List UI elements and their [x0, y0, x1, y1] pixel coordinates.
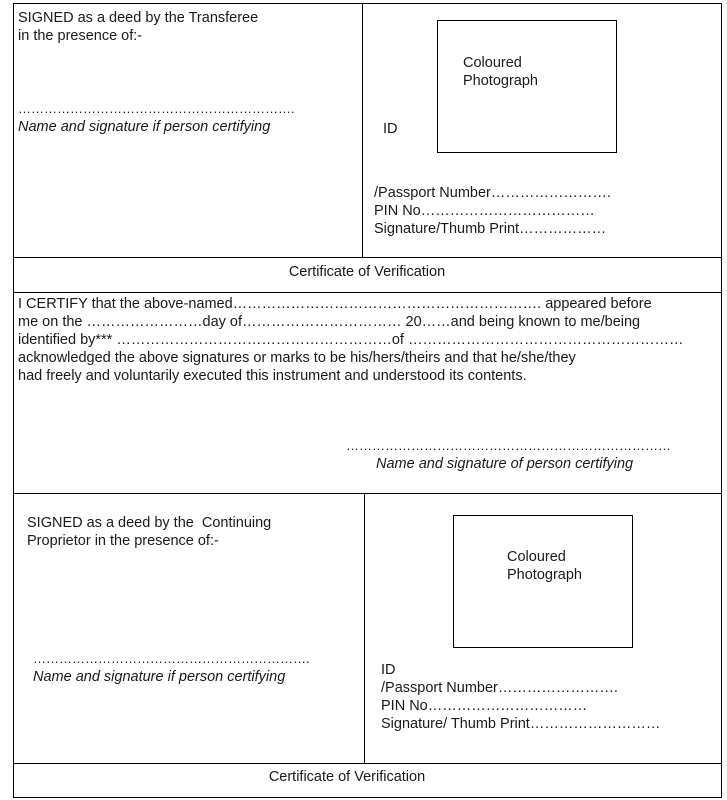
- proprietor-witness-caption: Name and signature if person certifying: [33, 669, 286, 685]
- border-left-bottom: [13, 493, 14, 797]
- verification-line-1: I CERTIFY that the above-named………………………………………………………. appeared before: [18, 296, 652, 312]
- transferee-heading-line1: SIGNED as a deed by the Transferee: [18, 10, 259, 26]
- border-top: [13, 3, 722, 4]
- proprietor-photo-label-line2: Photograph: [507, 567, 582, 583]
- verification-title-1: Certificate of Verification: [288, 264, 446, 280]
- verification-title-2: Certificate of Verification: [268, 769, 426, 785]
- border-right-bottom: [721, 493, 722, 797]
- border-left-top: [13, 3, 14, 257]
- transferee-pin: PIN No………………………………: [374, 203, 595, 219]
- transferee-heading-line2: in the presence of:-: [18, 28, 143, 44]
- verification-line-3: identified by*** …………………………………………………of …………………………………………………: [18, 332, 684, 348]
- proprietor-photo-label-line1: Coloured: [507, 549, 566, 565]
- verification-line-4: acknowledged the above signatures or marks to be his/hers/theirs and that he/she/they: [18, 350, 576, 366]
- border-verif1-title-bottom: [13, 292, 722, 293]
- transferee-witness-caption: Name and signature if person certifying: [18, 119, 271, 135]
- transferee-photo-label-line2: Photograph: [463, 73, 538, 89]
- border-verif1-top: [13, 257, 722, 258]
- border-bottom: [13, 797, 722, 798]
- certifier-dots: …………………………………………………………………: [346, 438, 671, 453]
- proprietor-heading-line2: Proprietor in the presence of:-: [27, 533, 219, 549]
- border-right-top: [721, 3, 722, 257]
- transferee-id-label: ID: [383, 121, 398, 137]
- border-verif1-bottom: [13, 493, 722, 494]
- proprietor-signature: Signature/ Thumb Print………………………: [381, 716, 661, 732]
- proprietor-passport: /Passport Number…………………….: [381, 680, 618, 696]
- proprietor-witness-dots: ……………………………………………………….: [33, 651, 310, 666]
- verification-line-2: me on the ……………………day of…………………………… 20……and being known to me/being: [18, 314, 641, 330]
- transferee-photo-label-line1: Coloured: [463, 55, 522, 71]
- border-verif2-top: [13, 763, 722, 764]
- divider-top-middle: [362, 3, 363, 257]
- certifier-caption: Name and signature of person certifying: [376, 456, 634, 472]
- proprietor-heading-line1: SIGNED as a deed by the Continuing: [27, 515, 272, 531]
- proprietor-pin: PIN No……………………………: [381, 698, 588, 714]
- transferee-signature: Signature/Thumb Print………………: [374, 221, 607, 237]
- proprietor-id-label: ID: [381, 662, 396, 678]
- transferee-passport: /Passport Number…………………….: [374, 185, 611, 201]
- verification-line-5: had freely and voluntarily executed this instrument and understood its contents.: [18, 368, 527, 384]
- divider-bottom-middle: [364, 493, 365, 763]
- transferee-witness-dots: ……………………………………………………….: [18, 101, 295, 116]
